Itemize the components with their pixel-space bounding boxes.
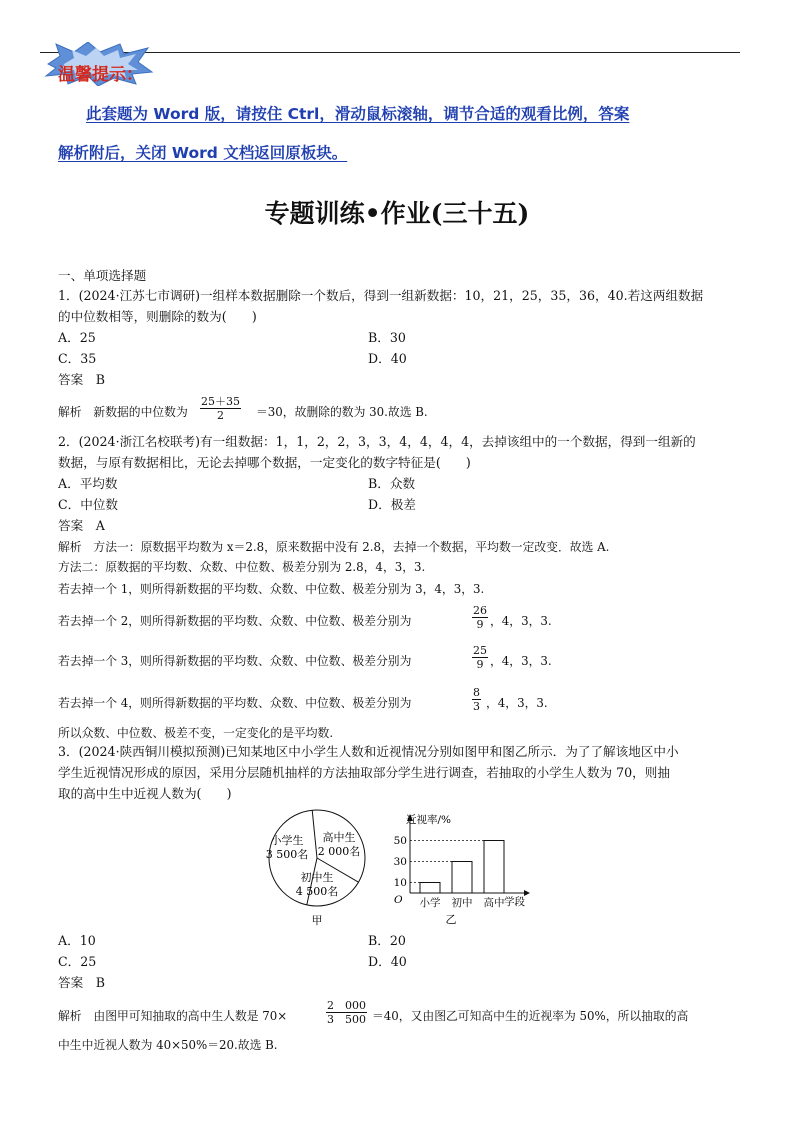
bar-0	[420, 883, 440, 894]
q2-analysis-7: 所以众数、中位数、极差不变，一定变化的是平均数.	[58, 726, 334, 740]
bar-xlabel: 学段	[504, 896, 525, 908]
q2-option-c: C．中位数	[58, 497, 119, 512]
pie-label-primary: 小学生	[270, 834, 304, 847]
q2-analysis-4: 若去掉一个 2，则所得新数据的平均数、众数、中位数、极差分别为	[58, 614, 412, 628]
q3-option-c: C．25	[58, 954, 97, 969]
q2-option-a: A．平均数	[58, 476, 118, 491]
q2-stem-line1: 2．(2024·浙江名校联考)有一组数据：1，1，2，2，3，3，4，4，4，4，去掉该组中的一个数据，得到一组新的	[58, 434, 696, 449]
q2-fraction-5-den: 9	[476, 658, 484, 671]
q3-fraction	[326, 999, 367, 1026]
q1-fraction-num: 25＋35	[201, 395, 240, 408]
q3-option-b: B．20	[368, 933, 406, 948]
pie-label-high: 高中生	[322, 831, 356, 844]
q3-analysis-post: ＝40，又由图乙可知高中生的近视率为 50%，所以抽取的高	[372, 1009, 689, 1023]
q2-fraction-4-num: 26	[473, 604, 487, 617]
q2-fraction-6-den: 3	[473, 700, 480, 713]
bar-origin: O	[394, 894, 403, 906]
q1-option-b: B．30	[368, 330, 406, 345]
q2-analysis-3: 若去掉一个 1，则所得新数据的平均数、众数、中位数、极差分别为 3，4，3，3.	[58, 582, 485, 596]
notice-line-1: 此套题为 Word 版，请按住 Ctrl，滑动鼠标滚轴，调节合适的观看比例，答案	[86, 105, 630, 123]
pie-caption: 甲	[311, 914, 323, 927]
bar-2	[484, 841, 504, 894]
q1-analysis-pre: 解析 新数据的中位数为	[58, 405, 188, 419]
q3-option-d: D．40	[368, 954, 407, 969]
y-tick-label-2: 50	[393, 835, 407, 847]
q1-answer: 答案 B	[58, 372, 106, 387]
bar-caption: 乙	[445, 913, 457, 926]
q1-stem-line1: 1．(2024·江苏七市调研)一组样本数据删除一个数后，得到一组新数据：10，21，25，35，36，40.若这两组数据	[58, 288, 704, 303]
q3-answer: 答案 B	[58, 975, 106, 990]
q3-stem-line3: 取的高中生中近视人数为( )	[58, 786, 232, 801]
q2-analysis-4-post: ，4，3，3.	[490, 614, 552, 628]
warm-tip-label: 温馨提示：	[58, 65, 143, 85]
q2-fraction-5	[472, 644, 488, 671]
section-heading: 一、单项选择题	[58, 268, 147, 283]
q2-analysis-6-post: ，4，3，3.	[486, 696, 548, 710]
bar-chart-yi	[380, 808, 532, 930]
q2-fraction-4-den: 9	[476, 618, 484, 631]
bar-category-label-1: 初中	[451, 897, 473, 909]
q2-option-b: B．众数	[368, 476, 416, 491]
q2-answer: 答案 A	[58, 518, 105, 533]
q2-fraction-4	[472, 604, 488, 631]
q2-analysis-1: 解析 方法一：原数据平均数为 x＝2.8，原来数据中没有 2.8，去掉一个数据，平均数一定改变．故选 A.	[58, 540, 610, 554]
pie-value-middle: 4 500名	[295, 885, 339, 898]
q2-analysis-2: 方法二：原数据的平均数、众数、中位数、极差分别为 2.8，4，3，3.	[58, 560, 426, 574]
q2-analysis-5-post: ，4，3，3.	[490, 654, 552, 668]
bar-category-label-2: 高中	[483, 897, 505, 909]
q3-stem-line1: 3．(2024·陕西铜川模拟预测)已知某地区中小学生人数和近视情况分别如图甲和图乙所示．为了了解该地区中小	[58, 744, 679, 759]
pie-value-high: 2 000名	[317, 845, 361, 858]
notice-line-2: 解析附后，关闭 Word 文档返回原板块。	[58, 144, 348, 162]
q2-fraction-5-num: 25	[473, 644, 487, 657]
page-title: 专题训练•作业(三十五)	[264, 199, 530, 228]
q2-analysis-5: 若去掉一个 3，则所得新数据的平均数、众数、中位数、极差分别为	[58, 654, 412, 668]
q2-analysis-6: 若去掉一个 4，则所得新数据的平均数、众数、中位数、极差分别为	[58, 696, 412, 710]
q2-fraction-6	[472, 686, 481, 713]
pie-label-middle: 初中生	[300, 871, 334, 884]
q1-option-d: D．40	[368, 351, 407, 366]
q1-fraction	[200, 395, 241, 422]
q2-fraction-6-num: 8	[473, 686, 480, 699]
q1-fraction-den: 2	[217, 409, 224, 422]
q3-analysis-line2: 中生中近视人数为 40×50%＝20.故选 B.	[58, 1038, 278, 1052]
bar-ylabel: 近视率/%	[406, 814, 452, 826]
bar-category-label-0: 小学	[419, 897, 441, 909]
q1-option-c: C．35	[58, 351, 97, 366]
q3-fraction-den: 3 500	[327, 1013, 366, 1026]
pie-chart-jia	[262, 808, 382, 930]
bar-1	[452, 862, 472, 894]
y-tick-label-0: 10	[393, 877, 407, 889]
q1-analysis-post: ＝30，故删除的数为 30.故选 B.	[256, 405, 428, 419]
q1-option-a: A．25	[58, 330, 96, 345]
q3-fraction-num: 2 000	[327, 999, 366, 1012]
q3-analysis-pre: 解析 由图甲可知抽取的高中生人数是 70×	[58, 1009, 288, 1023]
pie-value-primary: 3 500名	[265, 848, 309, 861]
q3-option-a: A．10	[58, 933, 96, 948]
q2-option-d: D．极差	[368, 497, 416, 512]
q2-stem-line2: 数据，与原有数据相比，无论去掉哪个数据，一定变化的数字特征是( )	[58, 455, 471, 470]
y-tick-label-1: 30	[393, 856, 407, 868]
q1-stem-line2: 的中位数相等，则删除的数为( )	[58, 309, 257, 324]
q3-stem-line2: 学生近视情况形成的原因，采用分层随机抽样的方法抽取部分学生进行调查，若抽取的小学生人数为 70，则抽	[58, 765, 670, 780]
